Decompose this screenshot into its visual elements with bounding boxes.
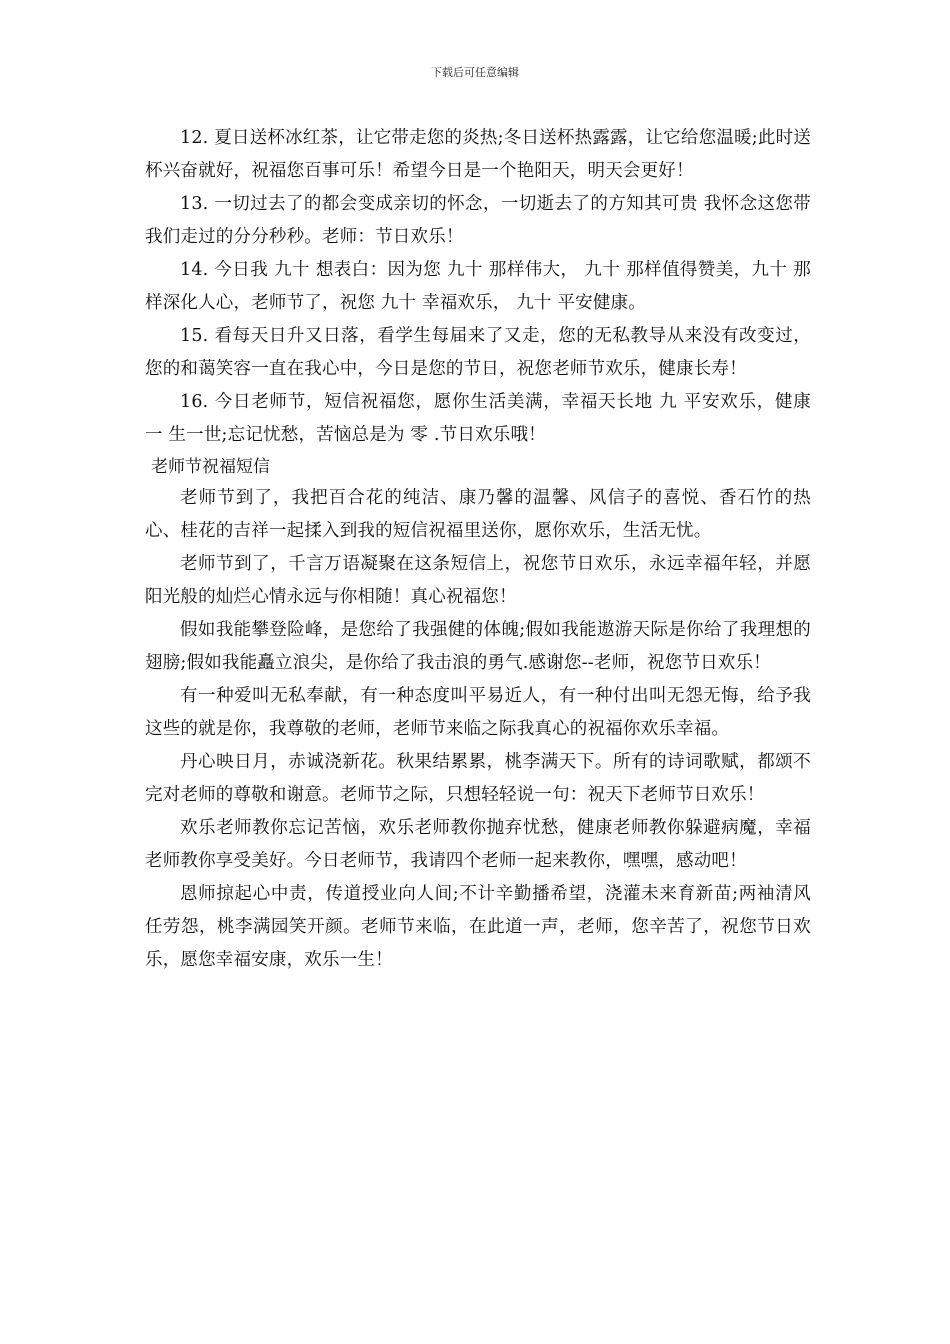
message-paragraph: 丹心映日月，赤诚浇新花。秋果结累累，桃李满天下。所有的诗词歌赋，都颂不完对老师的尊敬和谢意。老师节之际，只想轻轻说一句：祝天下老师节日欢乐！ bbox=[145, 752, 811, 805]
page-header: 下载后可任意编辑 bbox=[431, 66, 519, 79]
message-paragraph: 恩师掠起心中责，传道授业向人间;不计辛勤播希望，浇灌未来育新苗;两袖清风任劳怨，桃李满园笑开颜。老师节来临，在此道一声，老师，您辛苦了，祝您节日欢乐，愿您幸福安康，欢乐一生！ bbox=[145, 884, 811, 970]
message-paragraph: 老师节到了，我把百合花的纯洁、康乃馨的温馨、风信子的喜悦、香石竹的热心、桂花的吉祥一起揉入到我的短信祝福里送你，愿你欢乐，生活无忧。 bbox=[145, 488, 811, 541]
message-paragraph: 假如我能攀登险峰，是您给了我强健的体魄;假如我能遨游天际是你给了我理想的翅膀;假如我能矗立浪尖，是你给了我击浪的勇气.感谢您--老师，祝您节日欢乐！ bbox=[145, 620, 811, 673]
message-paragraph: 欢乐老师教你忘记苦恼，欢乐老师教你抛弃忧愁，健康老师教你躲避病魔，幸福老师教你享受美好。今日老师节，我请四个老师一起来教你，嘿嘿，感动吧！ bbox=[145, 818, 811, 871]
section-title: 老师节祝福短信 bbox=[151, 457, 270, 477]
message-paragraph: 有一种爱叫无私奉献，有一种态度叫平易近人，有一种付出叫无怨无悔，给予我这些的就是你，我尊敬的老师，老师节来临之际我真心的祝福你欢乐幸福。 bbox=[145, 686, 811, 739]
message-paragraph: 老师节到了，千言万语凝聚在这条短信上，祝您节日欢乐，永远幸福年轻，并愿阳光般的灿烂心情永远与你相随！真心祝福您！ bbox=[145, 554, 811, 607]
numbered-item-12: 12. 夏日送杯冰红茶，让它带走您的炎热;冬日送杯热露露，让它给您温暖;此时送杯兴奋就好，祝福您百事可乐！希望今日是一个艳阳天，明天会更好！ bbox=[145, 128, 811, 181]
numbered-item-16: 16. 今日老师节，短信祝福您，愿你生活美满，幸福天长地 九 平安欢乐，健康 一 生一世;忘记忧愁，苦恼总是为 零 .节日欢乐哦！ bbox=[145, 392, 811, 445]
numbered-item-13: 13. 一切过去了的都会变成亲切的怀念，一切逝去了的方知其可贵 我怀念这您带我们走过的分分秒秒。老师：节日欢乐！ bbox=[145, 194, 811, 247]
numbered-item-15: 15. 看每天日升又日落，看学生每届来了又走，您的无私教导从来没有改变过，您的和蔼笑容一直在我心中，今日是您的节日，祝您老师节欢乐，健康长寿！ bbox=[145, 326, 811, 379]
numbered-item-14: 14. 今日我 九十 想表白：因为您 九十 那样伟大， 九十 那样值得赞美，九十 那样深化人心，老师节了，祝您 九十 幸福欢乐， 九十 平安健康。 bbox=[145, 260, 811, 313]
document-body bbox=[145, 122, 811, 977]
